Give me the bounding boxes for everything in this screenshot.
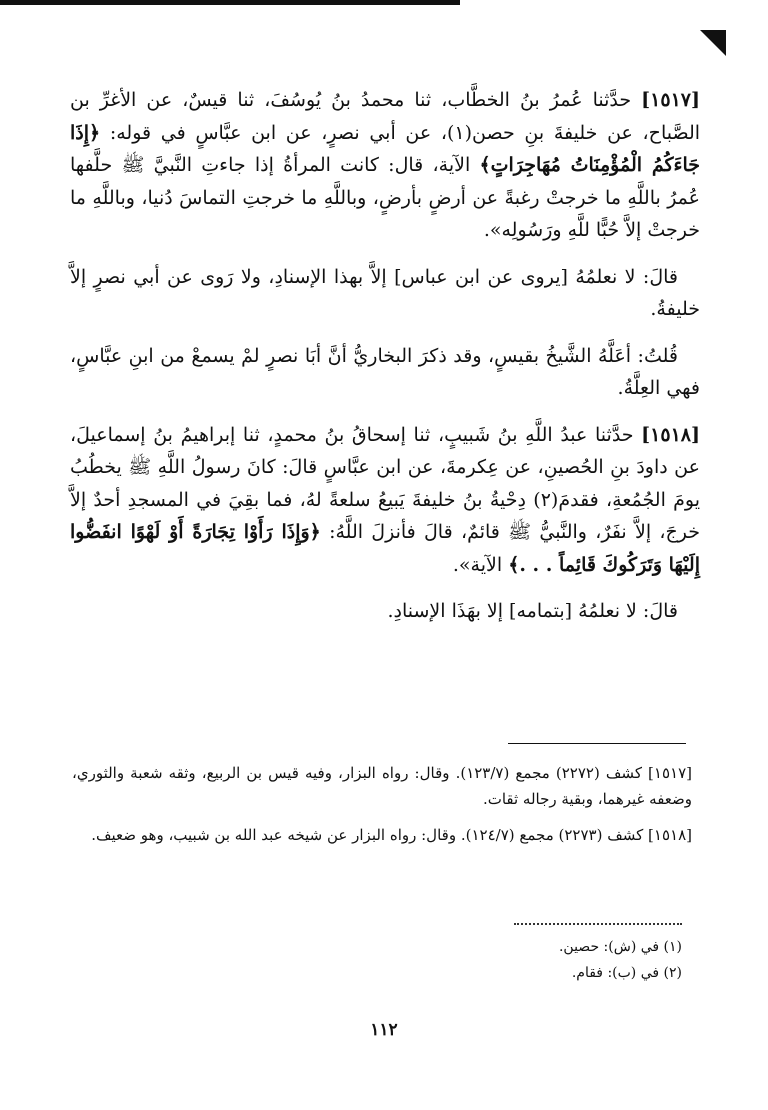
footnote-1: (١) في (ش): حصين. xyxy=(558,939,682,955)
hadith-number: [١٥١٨] xyxy=(641,423,700,446)
footnotes xyxy=(382,936,682,988)
hadith-entry-1517 xyxy=(70,84,700,247)
takhrij-notes xyxy=(72,760,692,858)
hadith-text: [١٥١٨] حدَّثنا عبدُ اللَّهِ بنُ شَبيبٍ، ثنا إسحاقُ بنُ محمدٍ، ثنا إبراهيمُ بنُ إسماعيلَ، عن داودَ بنِ الحُصينِ، عن عِكرمةَ، عن ابن عبَّاسٍ قالَ: كانَ رسولُ اللَّهِ ﷺ يخطُبُ يومَ الجُمُعةِ، فقدمَ(٢) دِحْيةُ بنُ خليفةَ يَبيعُ سلعةً لهُ، فما بقِيَ في المسجدِ أحدٌ إلاَّ خرجَ، إلاَّ نفَرٌ، والنَّبيُّ ﷺ قائمٌ، قالَ فأنزلَ اللَّهُ: ﴿وَإِذَا رَأَوْا تِجَارَةً أَوْ لَهْوًا انفَضُّوا إِلَيْهَا وَتَرَكُوكَ قَائِماً . . .﴾ الآية». xyxy=(70,423,701,576)
quran-verse: ﴿وَإِذَا رَأَوْا تِجَارَةً أَوْ لَهْوًا انفَضُّوا إِلَيْهَا وَتَرَكُوكَ قَائِماً . . .﴾ xyxy=(70,521,700,576)
qala-comment: قالَ: لا نعلمُهُ [يروى عن ابن عباس] إلاَّ بهذا الإسنادِ، ولا رَوى عن أبي نصرٍ إلاَّ خليفةُ. xyxy=(70,265,700,320)
hadith-text: [١٥١٧] حدَّثنا عُمرُ بنُ الخطَّاب، ثنا محمدُ بنُ يُوسُفَ، ثنا قيسٌ، عن الأغرِّ بن الصَّباح، عن خليفةَ بنِ حصن(١)، عن أبي نصرٍ، عن ابن عبَّاسٍ في قوله: ﴿إِذَا جَاءَكُمُ الْمُؤْمِنَاتُ مُهَاجِرَاتٍ﴾ الآية، قال: كانت المرأةُ إذا جاءتِ النَّبيَّ ﷺ حلَّفها عُمرُ باللَّهِ ما خرجتْ رغبةً عن أرضٍ بأرضٍ، وباللَّهِ ما خرجتِ التماسَ دُنيا، وباللَّهِ ما خرجتْ إلاَّ حُبًّا للَّهِ ورَسُولِه». xyxy=(70,89,701,241)
hadith-number: [١٥١٧] xyxy=(641,89,700,111)
qala-comment: قالَ: لا نعلمُهُ [بتمامه] إلا بهَذَا الإسنادِ. xyxy=(387,600,678,622)
page-body xyxy=(70,84,700,642)
hadith-entry-1518 xyxy=(70,419,700,582)
note-1517: [١٥١٧] كشف (٢٢٧٢) مجمع (١٢٣/٧). وقال: رواه البزار، وفيه قيس بن الربيع، وثقه شعبة والثوري، وضعفه غيرهما، وبقية رجاله ثقات. xyxy=(72,764,692,808)
top-rule xyxy=(0,0,460,5)
page-number: ١١٢ xyxy=(370,1020,398,1040)
quran-verse: ﴿إِذَا جَاءَكُمُ الْمُؤْمِنَاتُ مُهَاجِرَاتٍ﴾ xyxy=(70,121,701,176)
corner-mark xyxy=(700,30,726,56)
notes-divider xyxy=(508,743,686,744)
footnotes-divider xyxy=(514,923,682,925)
footnote-2: (٢) في (ب): فقام. xyxy=(571,965,682,981)
note-1518: [١٥١٨] كشف (٢٢٧٣) مجمع (١٢٤/٧). وقال: رواه البزار عن شيخه عبد الله بن شبيب، وهو ضعيف. xyxy=(91,826,692,844)
qultu-comment: قُلتُ: أعَلَّهُ الشَّيخُ بقيسٍ، وقد ذكرَ البخاريُّ أنَّ أبَا نصرٍ لمْ يسمعْ من ابنِ عبَّاسٍ، فهي العِلَّةُ. xyxy=(70,344,700,399)
